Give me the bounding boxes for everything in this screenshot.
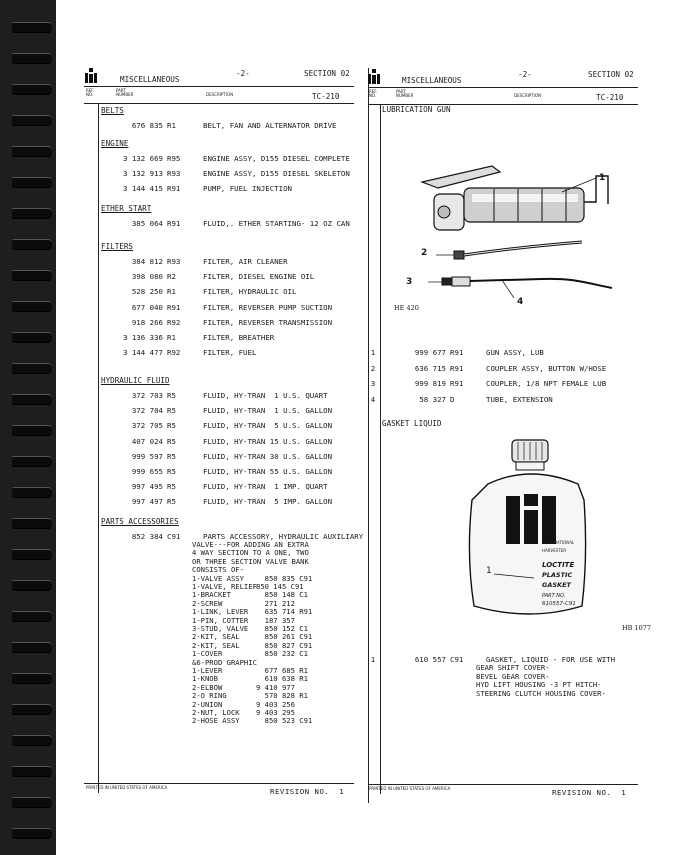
- right-col-ref: REF. NO.: [369, 89, 378, 98]
- kit-item: 2-HOSE ASSY: [192, 716, 240, 726]
- part-description: PARTS ACCESSORY, HYDRAULIC AUXILIARY: [203, 532, 364, 541]
- right-col-part: PART NUMBER: [396, 89, 414, 98]
- part-description: FLUID, HY-TRAN 5 U.S. GALLON: [203, 421, 333, 431]
- part-suffix: R91: [167, 302, 181, 312]
- part-suffix: R5: [167, 482, 176, 492]
- part-description: GASKET, LIQUID - FOR USE WITH: [486, 655, 616, 664]
- binder-ring: [12, 797, 52, 808]
- kit-part-number: 187 357: [256, 615, 295, 625]
- binder-ring: [12, 487, 52, 498]
- part-description: FILTER, AIR CLEANER: [203, 257, 288, 266]
- binder-ring: [12, 704, 52, 715]
- part-description: FLUID, HY-TRAN 55 U.S. GALLON: [203, 467, 333, 476]
- gasket-use-line: HYD LIFT HOUSING -3 PT HITCH-: [476, 680, 602, 690]
- ref-number: 4: [370, 394, 376, 404]
- gasket-use-line: GEAR SHIFT COVER-: [476, 663, 550, 672]
- kit-item: 1-LEVER: [192, 666, 223, 675]
- left-ref-column-rule: [98, 103, 99, 793]
- kit-part-number: 9 403 256: [256, 699, 295, 709]
- callout-1: 1: [599, 173, 606, 183]
- binder-ring: [12, 673, 52, 684]
- binder-ring: [12, 611, 52, 622]
- part-description: ENGINE ASSY, D155 DIESEL SKELETON: [203, 169, 350, 179]
- part-description: COUPLER ASSY, BUTTON W/HOSE: [486, 363, 607, 373]
- part-number: 407 024: [131, 436, 163, 446]
- left-footer-rule: [84, 783, 354, 784]
- part-description: FLUID, HY-TRAN 1 U.S. QUART: [203, 391, 328, 400]
- callout-2: 2: [421, 248, 428, 258]
- kit-part-number: 850 145 C91: [256, 582, 304, 591]
- kit-item: 1-COVER: [192, 649, 223, 659]
- callout-4: 4: [517, 297, 524, 307]
- part-description: BELT, FAN AND ALTERNATOR DRIVE: [203, 121, 337, 130]
- kit-item: 2-KIT, SEAL: [192, 632, 240, 642]
- gasket-use-line: BEVEL GEAR COVER-: [476, 671, 550, 681]
- gasket-callout-1: 1: [486, 566, 492, 576]
- part-suffix: R91: [450, 348, 464, 357]
- part-description: FLUID, HY-TRAN 30 U.S. GALLON: [203, 451, 333, 461]
- part-suffix: R91: [167, 219, 181, 228]
- part-description: FLUID, HY-TRAN 5 IMP. GALLON: [203, 497, 333, 507]
- part-description: COUPLER, 1/8 NPT FEMALE LUB: [486, 379, 607, 388]
- part-description: FILTER, REVERSER TRANSMISSION: [203, 317, 333, 327]
- binder-ring: [12, 580, 52, 591]
- kit-part-number: 850 152 C1: [256, 624, 308, 633]
- kit-part-number: 9 403 295: [256, 708, 295, 717]
- accessory-text-line: VALVE---FOR ADDING AN EXTRA: [192, 540, 309, 549]
- binder-ring: [12, 208, 52, 219]
- part-suffix: R5: [167, 436, 176, 446]
- ref-number: 1: [370, 348, 376, 357]
- part-number: 999 597: [131, 451, 163, 461]
- part-description: FILTER, HYDRAULIC OIL: [203, 287, 297, 297]
- left-header-rule-bottom: [84, 103, 354, 104]
- part-number: 610 557: [414, 655, 446, 664]
- binder-ring: [12, 642, 52, 653]
- grease-gun-illustration: [382, 158, 622, 308]
- right-header-rule: [368, 87, 638, 88]
- right-footer-rule: [368, 784, 638, 785]
- binder-ring: [12, 518, 52, 529]
- kit-part-number: 850 148 C1: [256, 590, 308, 600]
- kit-part-number: 9 410 977: [256, 682, 295, 692]
- kit-part-number: 570 828 R1: [256, 691, 308, 701]
- part-number: 3 144 477: [122, 348, 163, 358]
- part-number: 528 250: [131, 287, 163, 297]
- kit-item: 2-KIT, SEAL: [192, 640, 240, 650]
- bottle-label-text: LOCTITE: [542, 561, 575, 569]
- part-number: 636 715: [414, 363, 446, 373]
- ref-number: 1: [370, 655, 376, 664]
- left-revision: REVISION NO. 1: [270, 787, 345, 796]
- column-divider: [368, 68, 369, 803]
- part-number: 676 835: [131, 121, 163, 130]
- part-description: FILTER, DIESEL ENGINE OIL: [203, 272, 315, 282]
- left-code: TC-210: [312, 92, 340, 101]
- kit-item: 1-BRACKET: [192, 590, 231, 600]
- part-number: 999 677: [414, 348, 446, 357]
- part-suffix: C91: [450, 655, 464, 664]
- ih-logo-icon: [367, 69, 381, 85]
- part-description: TUBE, EXTENSION: [486, 394, 553, 404]
- lub-figure-number: HE 420: [394, 304, 419, 312]
- bottle-label-text: GASKET: [542, 581, 571, 589]
- part-number: 3 144 415: [122, 184, 163, 194]
- part-suffix: R91: [450, 363, 464, 373]
- kit-part-number: 850 261 C91: [256, 632, 313, 642]
- part-suffix: R5: [167, 421, 176, 431]
- part-number: 677 040: [131, 302, 163, 312]
- right-page-number: -2-: [518, 70, 532, 79]
- callout-3: 3: [406, 277, 413, 287]
- section-heading: ENGINE: [101, 139, 129, 148]
- binder-ring: [12, 332, 52, 343]
- part-number: 852 384: [131, 532, 163, 541]
- left-header-title: MISCELLANEOUS: [120, 75, 180, 84]
- kit-item: 1-LINK, LEVER: [192, 607, 249, 617]
- gasket-use-line: STEERING CLUTCH HOUSING COVER-: [476, 688, 606, 698]
- part-description: FILTER, REVERSER PUMP SUCTION: [203, 302, 333, 312]
- part-suffix: R91: [167, 184, 181, 194]
- part-suffix: R91: [450, 379, 464, 388]
- kit-item: 2-UNION: [192, 699, 223, 709]
- manual-page: [58, 8, 694, 850]
- part-description: FLUID,. ETHER STARTING- 12 OZ CAN: [203, 219, 350, 228]
- part-number: 372 705: [131, 421, 163, 431]
- part-description: GUN ASSY, LUB: [486, 348, 544, 357]
- kit-part-number: 610 638 R1: [256, 674, 308, 684]
- binder-ring: [12, 146, 52, 157]
- part-suffix: R2: [167, 272, 176, 282]
- part-description: PUMP, FUEL INJECTION: [203, 184, 292, 194]
- section-heading: ETHER START: [101, 204, 152, 213]
- part-number: 398 080: [131, 272, 163, 282]
- bottle-label-text: INTERNATIONAL: [542, 540, 575, 545]
- left-col-ref: REF. NO.: [86, 88, 95, 97]
- part-description: FLUID, HY-TRAN 1 U.S. GALLON: [203, 406, 333, 416]
- accessory-text-line: CONSISTS OF-: [192, 565, 244, 575]
- binder-ring: [12, 53, 52, 64]
- binder-ring: [12, 22, 52, 33]
- left-printed-note: PRINTED IN UNITED STATES OF AMERICA: [86, 785, 168, 790]
- gasket-bottle-illustration: [458, 436, 618, 626]
- part-number: 918 266: [131, 317, 163, 327]
- kit-item: 3-STUD, VALVE: [192, 624, 249, 633]
- binder-ring: [12, 735, 52, 746]
- section-heading: BELTS: [101, 106, 124, 115]
- right-printed-note: PRINTED IN UNITED STATES OF AMERICA: [369, 786, 451, 791]
- ref-number: 3: [370, 379, 376, 388]
- part-number: 3 132 669: [122, 154, 163, 163]
- part-suffix: R92: [167, 348, 181, 358]
- binder-ring: [12, 828, 52, 839]
- binder-ring: [12, 301, 52, 312]
- part-description: FILTER, BREATHER: [203, 333, 275, 342]
- kit-item: 1-PIN, COTTER: [192, 615, 249, 625]
- part-suffix: D: [450, 394, 455, 404]
- binder-ring: [12, 766, 52, 777]
- kit-part-number: 635 714 R91: [256, 607, 313, 617]
- right-section-label: SECTION 02: [588, 70, 634, 79]
- binder-ring: [12, 177, 52, 188]
- part-number: 372 703: [131, 391, 163, 400]
- kit-part-number: 850 523 C91: [256, 716, 313, 726]
- part-description: FLUID, HY-TRAN 15 U.S. GALLON: [203, 436, 333, 446]
- section-heading: FILTERS: [101, 242, 134, 251]
- part-number: 384 812: [131, 257, 163, 266]
- kit-part-number: 850 835 C91: [256, 573, 313, 583]
- kit-item: 2-NUT, LOCK: [192, 708, 240, 717]
- bottle-label-text: PART NO.: [542, 593, 566, 599]
- right-revision: REVISION NO. 1: [552, 788, 627, 797]
- part-number: 372 704: [131, 406, 163, 416]
- part-suffix: R5: [167, 467, 176, 476]
- left-section-label: SECTION 02: [304, 69, 350, 78]
- part-suffix: R5: [167, 406, 176, 416]
- kit-item: 2-SCREW: [192, 598, 223, 608]
- part-suffix: R93: [167, 257, 181, 266]
- kit-item: 2-O RING: [192, 691, 227, 701]
- part-number: 997 497: [131, 497, 163, 507]
- part-suffix: C91: [167, 532, 181, 541]
- right-header-title: MISCELLANEOUS: [402, 76, 462, 85]
- part-suffix: R5: [167, 391, 176, 400]
- part-number: 3 136 336: [122, 333, 163, 342]
- bottle-label-text: HARVESTER: [542, 548, 567, 553]
- part-suffix: R1: [167, 121, 176, 130]
- part-suffix: R92: [167, 317, 181, 327]
- part-number: 997 495: [131, 482, 163, 492]
- ih-logo-icon: [84, 68, 98, 84]
- binder-ring: [12, 549, 52, 560]
- left-col-desc: DESCRIPTION: [206, 92, 234, 97]
- binder-ring: [12, 394, 52, 405]
- part-suffix: R93: [167, 169, 181, 179]
- binder-ring: [12, 425, 52, 436]
- part-description: FLUID, HY-TRAN 1 IMP. QUART: [203, 482, 328, 492]
- right-code: TC-210: [596, 93, 624, 102]
- bottle-label-text: PLASTIC: [542, 571, 573, 579]
- right-ref-column-rule: [380, 104, 381, 794]
- kit-item: 2-ELBOW: [192, 682, 223, 692]
- binder-ring: [12, 84, 52, 95]
- accessory-text-line: OR THREE SECTION VALVE BANK: [192, 556, 309, 566]
- left-header-rule: [84, 86, 354, 87]
- part-suffix: R5: [167, 497, 176, 507]
- accessory-text-line: 4 WAY SECTION TO A ONE, TWO: [192, 548, 309, 558]
- kit-part-number: 850 232 C1: [256, 649, 308, 659]
- part-number: 3 132 913: [122, 169, 163, 179]
- kit-part-number: 850 827 C91: [256, 640, 313, 650]
- binder-ring: [12, 115, 52, 126]
- part-description: FILTER, FUEL: [203, 348, 257, 358]
- left-page-number: -2-: [236, 69, 250, 78]
- part-number: 58 327: [419, 394, 446, 404]
- right-col-desc: DESCRIPTION: [514, 93, 542, 98]
- kit-item: &6-PROD GRAPHIC: [192, 657, 257, 667]
- binder-ring: [12, 363, 52, 374]
- part-suffix: R1: [167, 287, 176, 297]
- part-number: 385 064: [131, 219, 163, 228]
- lubrication-gun-title: LUBRICATION GUN: [382, 105, 451, 114]
- gasket-figure-number: HB 1077: [622, 624, 652, 632]
- kit-item: 1-KNOB: [192, 674, 218, 684]
- part-suffix: R1: [167, 333, 176, 342]
- binder-ring: [12, 270, 52, 281]
- part-suffix: R5: [167, 451, 176, 461]
- gasket-leader-line: [494, 568, 534, 580]
- kit-part-number: 271 212: [256, 598, 295, 608]
- part-number: 999 819: [414, 379, 446, 388]
- gasket-liquid-title: GASKET LIQUID: [382, 419, 442, 428]
- bottle-label-text: 610557-C91: [542, 601, 576, 607]
- section-heading: PARTS ACCESSORIES: [101, 517, 179, 526]
- ref-number: 2: [370, 363, 376, 373]
- kit-item: 1-VALVE, RELIEF: [192, 582, 257, 591]
- section-heading: HYDRAULIC FLUID: [101, 376, 170, 385]
- kit-item: 1-VALVE ASSY: [192, 573, 244, 583]
- binder-ring: [12, 456, 52, 467]
- binder-ring: [12, 239, 52, 250]
- part-suffix: R95: [167, 154, 181, 163]
- left-col-part: PART NUMBER: [116, 88, 134, 97]
- part-number: 999 655: [131, 467, 163, 476]
- part-description: ENGINE ASSY, D155 DIESEL COMPLETE: [203, 154, 350, 163]
- kit-part-number: 677 685 R1: [256, 666, 308, 675]
